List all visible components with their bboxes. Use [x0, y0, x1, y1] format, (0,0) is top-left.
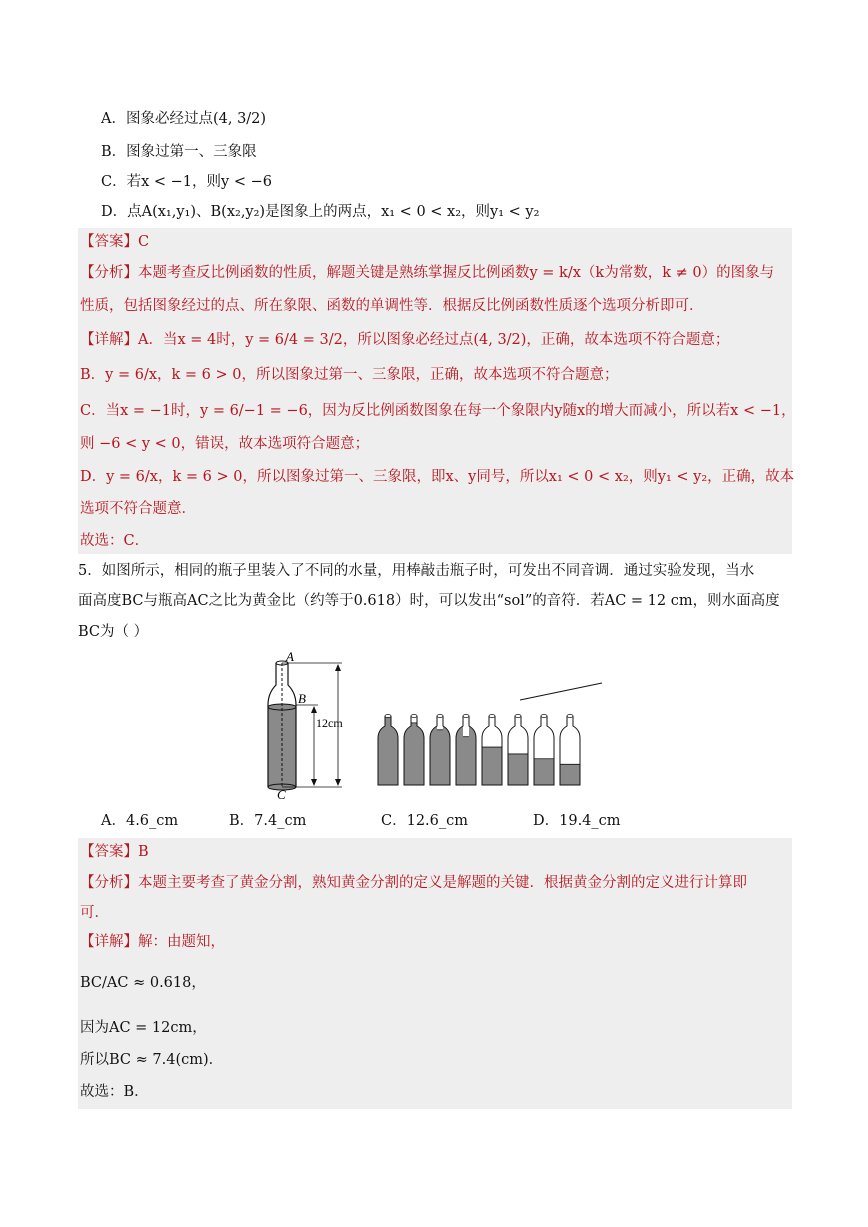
q5-detail-line2: BC/AC ≈ 0.618，: [80, 975, 206, 991]
q5-analysis-line1: 【分析】本题主要考查了黄金分割，熟知黄金分割的定义是解题的关键．根据黄金分割的定义进行计算即: [80, 875, 747, 891]
q5-stem-line3: BC为（ ）: [78, 624, 149, 640]
q5-stem-line2: 面高度BC与瓶高AC之比为黄金比（约等于0.618）时，可以发出“sol”的音符．若AC = 12 cm，则水面高度: [78, 593, 780, 609]
q5-option-b: B．7.4_cm: [229, 813, 307, 829]
q4-analysis-line2: 性质，包括图象经过的点、所在象限、函数的单调性等．根据反比例函数性质逐个选项分析即可．: [80, 298, 704, 314]
q4-option-a: A．图象必经过点(4, 3/2): [101, 111, 267, 127]
label-a: A: [286, 649, 294, 664]
bottle-figure: [250, 645, 360, 800]
bottle-3: [430, 715, 450, 786]
label-c: C: [277, 787, 286, 800]
q4-option-b: B．图象过第一、三象限: [101, 144, 257, 160]
bottle-7: [534, 715, 554, 786]
bottle-4: [456, 715, 476, 786]
q5-option-d: D．19.4_cm: [533, 813, 621, 829]
bottle-row-figure: [370, 680, 610, 790]
dim-12cm: 12cm: [316, 716, 343, 730]
q4-option-d: D．点A(x₁,y₁)、B(x₂,y₂)是图象上的两点，x₁ < 0 < x₂，则y₁ < y₂: [101, 204, 540, 220]
label-b: B: [298, 691, 306, 706]
q4-choose: 故选：C．: [80, 533, 150, 549]
bottle-1: [378, 715, 398, 786]
bottle-6: [508, 715, 528, 786]
q5-analysis-line2: 可．: [80, 905, 109, 921]
q4-detail-c-line2: 则 −6 < y < 0，错误，故本选项符合题意；: [80, 436, 370, 452]
q4-detail-a: 【详解】A．当x = 4时，y = 6/4 = 3/2，所以图象必经过点(4, 3/2)，正确，故本选项不符合题意；: [80, 332, 730, 348]
q5-option-a: A．4.6_cm: [101, 813, 179, 829]
q5-option-c: C．12.6_cm: [381, 813, 468, 829]
q5-detail-line3: 因为AC = 12cm，: [80, 1020, 207, 1036]
q5-stem-line1: 5．如图所示，相同的瓶子里装入了不同的水量，用棒敲击瓶子时，可发出不同音调．通过实验发现，当水: [78, 563, 755, 579]
q4-option-c: C．若x < −1，则y < −6: [101, 174, 272, 190]
q4-detail-c-line1: C．当x = −1时，y = 6/−1 = −6，因为反比例函数图象在每一个象限内y随x的增大而减小，所以若x < −1，: [80, 403, 796, 419]
bottle-8: [560, 715, 580, 786]
q4-detail-d-line2: 选项不符合题意．: [80, 501, 196, 517]
q4-answer: 【答案】C: [80, 234, 150, 250]
q5-detail-line1: 【详解】解：由题知，: [80, 934, 225, 950]
q5-detail-line4: 所以BC ≈ 7.4(cm)．: [80, 1052, 224, 1068]
q5-choose: 故选：B．: [80, 1084, 149, 1100]
q5-answer: 【答案】B: [80, 844, 149, 860]
bottle-5: [482, 715, 502, 786]
q4-detail-d-line1: D．y = 6/x，k = 6 > 0，所以图象过第一、三象限，即x、y同号，所以x₁ < 0 < x₂，则y₁ < y₂，正确，故本: [80, 469, 795, 485]
q4-analysis-line1: 【分析】本题考查反比例函数的性质，解题关键是熟练掌握反比例函数y = k/x（k为常数，k ≠ 0）的图象与: [80, 265, 775, 281]
q4-detail-b: B．y = 6/x，k = 6 > 0，所以图象过第一、三象限，正确，故本选项不符合题意；: [80, 367, 619, 383]
bottle-2: [404, 715, 424, 786]
